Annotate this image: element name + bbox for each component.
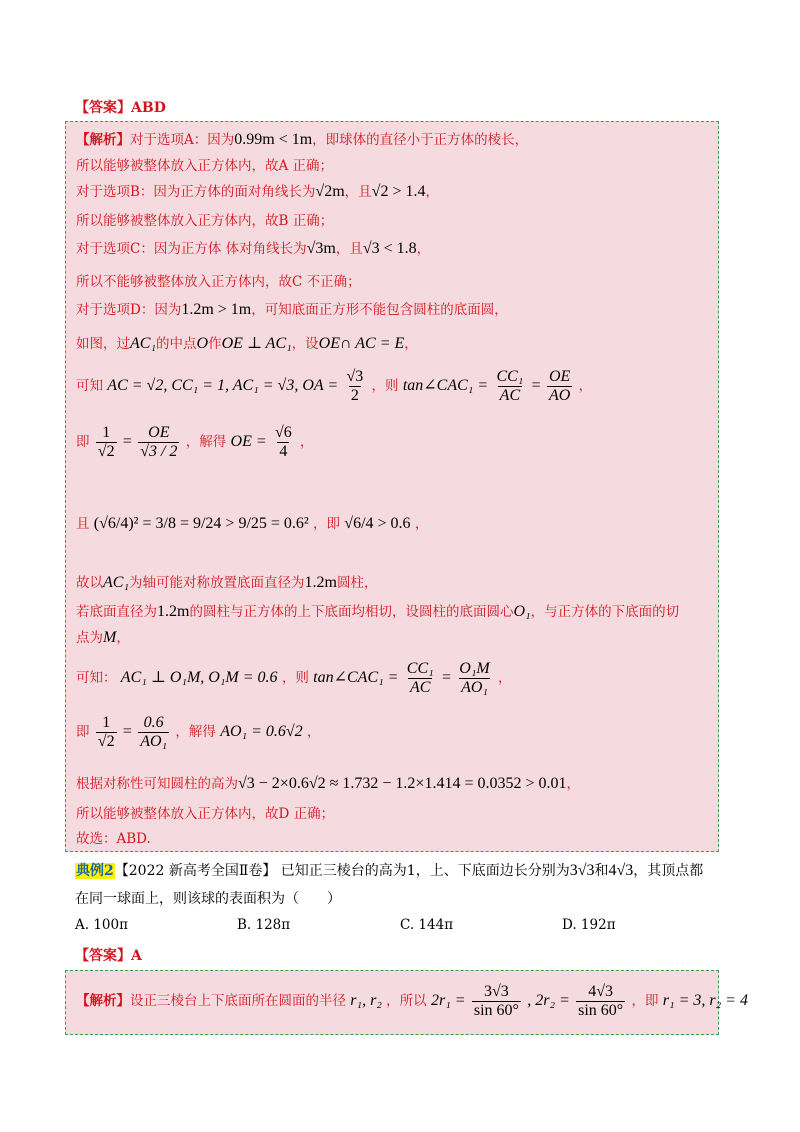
fraction: $\frac{1}{√2}$ [97, 424, 115, 460]
analysis-line-17: 根据对称性可知圆柱的高为√3 − 2×0.6√2 ≈ 1.732 − 1.2×1.414 = 0.0352 > 0.01， [76, 775, 580, 792]
analysis-line-18: 所以能够被整体放入正方体内，故D 正确； [76, 806, 335, 822]
analysis-line-7: 对于选项D：因为1.2m > 1m，可知底面正方形不能包含圆柱的底面圆， [76, 301, 508, 318]
analysis-line-3: 对于选项B：因为正方体的面对角线长为√2m，且√2 > 1.4， [76, 183, 439, 200]
option-d: D. 192π [562, 917, 616, 933]
fraction: $\frac{√3}{2}$ [346, 368, 364, 404]
fraction: $\frac{√6}{4}$ [274, 424, 292, 460]
fraction: $\frac{\text{O₁M}}{\text{AO₁}}$ [459, 660, 490, 696]
analysis-line-16: 即 $\frac{1}{√2}$ = $\frac{0.6}{\text{AO₁}}$ ，解得 AO₁ = 0.6√2 ， [76, 714, 321, 750]
option-a: A. 100π [75, 917, 128, 933]
example-2-question-line-2: 在同一球面上，则该球的表面积为（ ） [75, 891, 341, 907]
analysis-line-15: 可知： AC₁ ⊥ O₁M, O₁M = 0.6 ，则 tan∠CAC₁ = $\frac{\text{CC₁}}{AC}$ = $\frac{\text{O₁M}}{\text{AO₁}}$ ， [76, 660, 512, 696]
analysis-line-13: 若底面直径为1.2m的圆柱与正方体的上下底面均相切，设圆柱的底面圆心O₁，与正方体的下底面的切 [76, 603, 680, 620]
analysis-line-2: 所以能够被整体放入正方体内，故A 正确； [76, 158, 334, 174]
analysis-line-11: 且 (√6/4)² = 3/8 = 9/24 > 9/25 = 0.6² ，即 √6/4 > 0.6 ， [76, 515, 429, 532]
fraction: $\frac{1}{√2}$ [97, 714, 115, 750]
analysis-line-19: 故选：ABD. [76, 831, 151, 847]
fraction: $\frac{4√3}{\sin 60^\circ}$ [578, 983, 624, 1019]
answer-2: 【答案】A [75, 948, 142, 964]
example-badge: 典例2 [76, 863, 114, 879]
option-b: B. 128π [237, 917, 291, 933]
fraction: $\frac{0.6}{\text{AO₁}}$ [140, 714, 168, 750]
analysis-line-1: 【解析】对于选项A：因为0.99m < 1m，即球体的直径小于正方体的棱长， [76, 131, 529, 148]
analysis-line-5: 对于选项C：因为正方体 体对角线长为√3m，且√3 < 1.8， [76, 240, 431, 257]
analysis-line-4: 所以能够被整体放入正方体内，故B 正确； [76, 213, 334, 229]
analysis-line-9: 可知 AC = √2, CC₁ = 1, AC₁ = √3, OA = $\frac{√3}{2}$ ，则 tan∠CAC₁ = $\frac{\text{CC₁}}{AC}$ = $\frac{OE}{AO}$ ， [76, 368, 593, 404]
analysis-box-2 [65, 970, 748, 1035]
fraction: $\frac{\text{CC₁}}{AC}$ [406, 660, 434, 696]
analysis-line-6: 所以不能够被整体放入正方体内，故C 不正确； [76, 274, 361, 290]
analysis-2-line-1: 【解析】设正三棱台上下底面所在圆面的半径 r₁, r₂ ，所以 2r₁ = $\frac{3√3}{\sin 60^\circ}$ , 2r₂ = $\frac{4√3}{\sin 60^\circ}$ ，即 r₁ = 3, r₂ = 4 [76, 983, 748, 1019]
fraction: $\frac{\text{CC₁}}{AC}$ [496, 368, 524, 404]
analysis-line-12: 故以AC₁为轴可能对称放置底面直径为1.2m圆柱， [76, 574, 378, 591]
analysis-box-1 [65, 121, 719, 852]
analysis-line-8: 如图，过AC₁的中点O作OE ⊥ AC₁，设OE∩ AC = E， [76, 335, 418, 352]
analysis-tag: 【解析】 [76, 132, 130, 148]
fraction: $\frac{3√3}{\sin 60^\circ}$ [473, 983, 519, 1019]
answer-1: 【答案】ABD [75, 100, 166, 116]
analysis-line-10: 即 $\frac{1}{√2}$ = $\frac{OE}{√3 / 2}$ ，解得 OE = $\frac{√6}{4}$ ， [76, 424, 314, 460]
example-2-question-line-1: 典例2【2022 新高考全国Ⅱ卷】 已知正三棱台的高为1，上、下底面边长分别为3√3和4√3，其顶点都 [76, 862, 704, 879]
fraction: $\frac{OE}{AO}$ [548, 368, 571, 404]
fraction: $\frac{OE}{√3 / 2}$ [140, 424, 178, 460]
analysis-line-14: 点为M， [76, 629, 130, 646]
option-c: C. 144π [400, 917, 454, 933]
